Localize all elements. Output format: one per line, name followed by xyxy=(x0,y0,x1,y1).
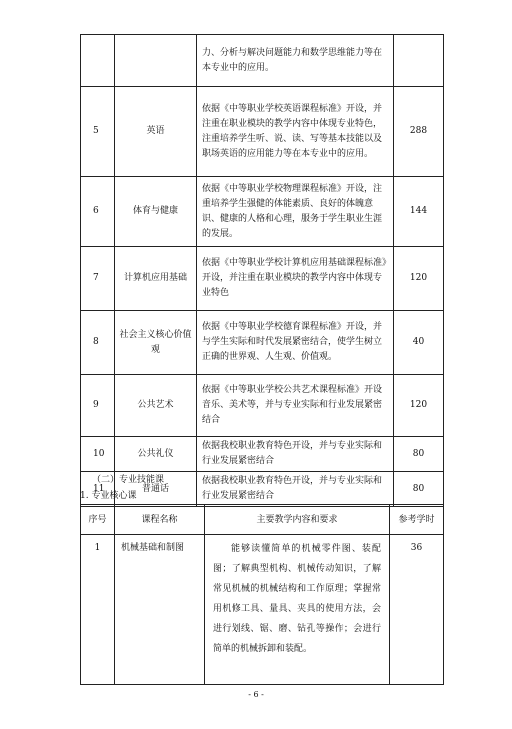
course-description: 依据我校职业教育特色开设，并与专业实际和行业发展紧密结合 xyxy=(197,472,394,507)
table-row xyxy=(81,535,444,685)
section-heading: （二）专业技能课 xyxy=(92,475,165,485)
course-name: 社会主义核心价值观 xyxy=(115,311,197,375)
course-name: 计算机应用基础 xyxy=(115,247,197,311)
course-name: 普通话 xyxy=(115,472,197,507)
course-description: 依据我校职业教育特色开设，并与专业实际和行业发展紧密结合 xyxy=(197,437,394,472)
course-hours xyxy=(394,35,444,87)
course-hours: 120 xyxy=(394,375,444,437)
course-name: 体育与健康 xyxy=(115,177,197,247)
course-hours: 80 xyxy=(394,437,444,472)
course-name: 公共艺术 xyxy=(115,375,197,437)
course-hours: 36 xyxy=(390,535,444,685)
course-description: 依据《中等职业学校英语课程标准》开设，并注重在职业模块的教学内容中体现专业特色，注重培养学生听、说、读、写等基本技能以及职场英语的应用能力等在本专业中的应用。 xyxy=(197,87,394,177)
subsection-heading: 1. 专业核心课 xyxy=(80,491,137,501)
course-number: 11 xyxy=(81,472,115,507)
course-name: 公共礼仪 xyxy=(115,437,197,472)
course-hours: 120 xyxy=(394,247,444,311)
course-description: 力、分析与解决问题能力和数学思维能力等在本专业中的应用。 xyxy=(197,35,394,87)
course-description: 依据《中等职业学校公共艺术课程标准》开设音乐、美术等，并与专业实际和行业发展紧密结合 xyxy=(197,375,394,437)
header-hours: 参考学时 xyxy=(390,505,444,535)
header-number: 序号 xyxy=(81,505,115,535)
course-number: 10 xyxy=(81,437,115,472)
page-number: - 6 - xyxy=(248,690,264,699)
course-number: 7 xyxy=(81,247,115,311)
core-courses-table xyxy=(80,504,444,685)
table-row xyxy=(81,35,444,87)
header-content: 主要教学内容和要求 xyxy=(205,505,390,535)
table-row xyxy=(81,375,444,437)
course-description: 能够读懂简单的机械零件图、装配图；了解典型机构、机械传动知识，了解常见机械的机械结构和工作原理；掌握常用机修工具、量具、夹具的使用方法，会进行划线、锯、磨、钻孔等操作；会进行简单的机械拆卸和装配。 xyxy=(205,535,390,685)
course-number: 9 xyxy=(81,375,115,437)
course-number: 8 xyxy=(81,311,115,375)
table-row xyxy=(81,247,444,311)
course-number xyxy=(81,35,115,87)
course-hours: 40 xyxy=(394,311,444,375)
course-hours: 144 xyxy=(394,177,444,247)
header-course-name: 课程名称 xyxy=(115,505,205,535)
table-row xyxy=(81,311,444,375)
table-header-row xyxy=(81,505,444,535)
table-row xyxy=(81,437,444,472)
course-hours: 288 xyxy=(394,87,444,177)
course-hours: 80 xyxy=(394,472,444,507)
table-row xyxy=(81,87,444,177)
course-name: 机械基础和制图 xyxy=(115,535,205,685)
table-row xyxy=(81,177,444,247)
course-number: 5 xyxy=(81,87,115,177)
course-number: 6 xyxy=(81,177,115,247)
course-name xyxy=(115,35,197,87)
course-number: 1 xyxy=(81,535,115,685)
course-description: 依据《中等职业学校物理课程标准》开设，注重培养学生强健的体能素质、良好的体魄意识、健康的人格和心理，服务于学生职业生涯的发展。 xyxy=(197,177,394,247)
course-description: 依据《中等职业学校德育课程标准》开设，并与学生实际和时代发展紧密结合，使学生树立正确的世界观、人生观、价值观。 xyxy=(197,311,394,375)
general-courses-table xyxy=(80,34,444,507)
course-description: 依据《中等职业学校计算机应用基础课程标准》开设，并注重在职业模块的教学内容中体现专业特色 xyxy=(197,247,394,311)
course-name: 英语 xyxy=(115,87,197,177)
